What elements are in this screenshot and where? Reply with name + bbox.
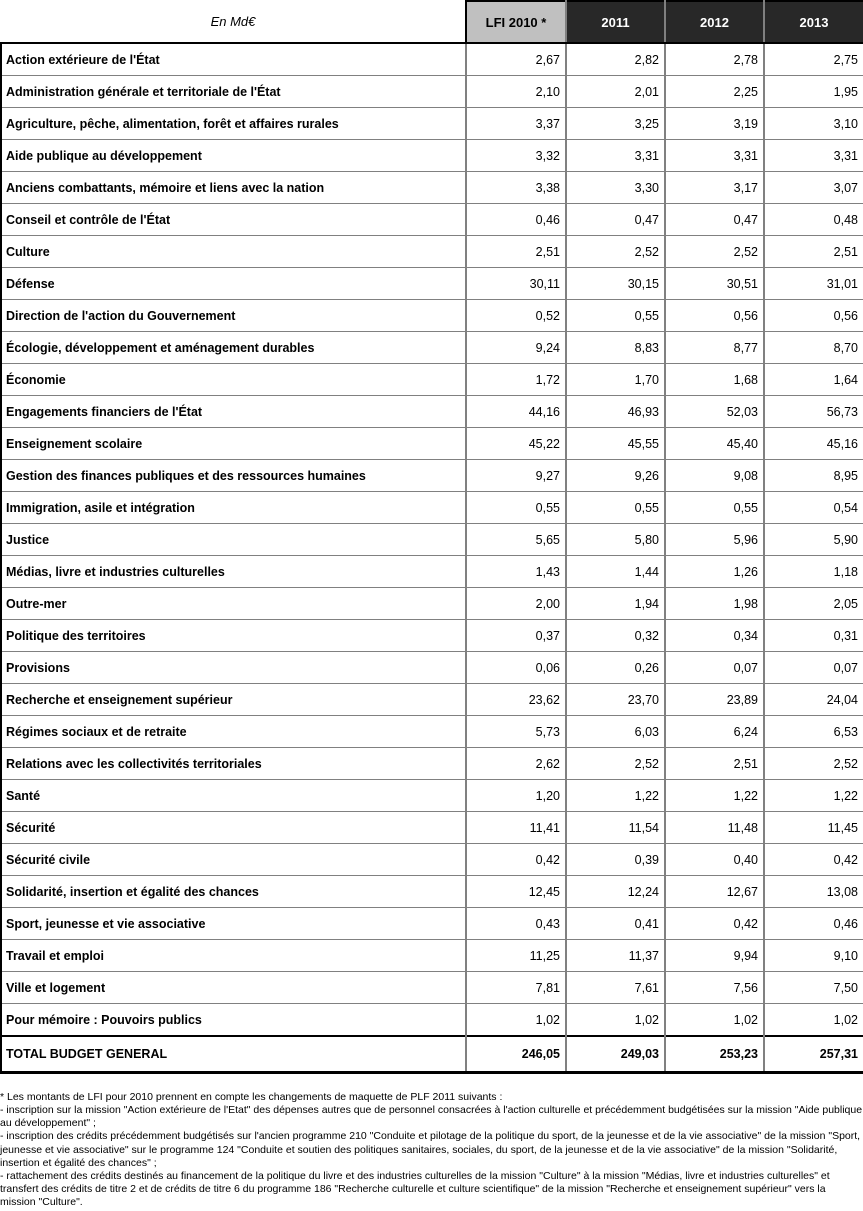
value-cell: 6,24 — [665, 716, 764, 748]
value-cell: 11,45 — [764, 812, 863, 844]
value-cell: 2,01 — [566, 76, 665, 108]
table-row — [1, 108, 863, 140]
value-cell: 0,56 — [764, 300, 863, 332]
value-cell: 2,00 — [466, 588, 566, 620]
value-cell: 3,07 — [764, 172, 863, 204]
table-row — [1, 396, 863, 428]
value-cell: 0,34 — [665, 620, 764, 652]
total-value-2013: 257,31 — [764, 1036, 863, 1073]
mission-label: Sport, jeunesse et vie associative — [1, 908, 466, 940]
value-cell: 11,25 — [466, 940, 566, 972]
value-cell: 3,32 — [466, 140, 566, 172]
table-row — [1, 876, 863, 908]
value-cell: 12,24 — [566, 876, 665, 908]
value-cell: 1,18 — [764, 556, 863, 588]
table-row — [1, 812, 863, 844]
value-cell: 0,07 — [665, 652, 764, 684]
value-cell: 2,67 — [466, 43, 566, 76]
mission-label: Justice — [1, 524, 466, 556]
value-cell: 2,82 — [566, 43, 665, 76]
value-cell: 56,73 — [764, 396, 863, 428]
table-row — [1, 844, 863, 876]
table-row — [1, 204, 863, 236]
footnotes — [0, 1091, 863, 1209]
value-cell: 1,95 — [764, 76, 863, 108]
table-row — [1, 780, 863, 812]
value-cell: 45,55 — [566, 428, 665, 460]
mission-label: Administration générale et territoriale de l'État — [1, 76, 466, 108]
value-cell: 7,61 — [566, 972, 665, 1004]
value-cell: 45,16 — [764, 428, 863, 460]
total-label: TOTAL BUDGET GENERAL — [1, 1036, 466, 1073]
value-cell: 8,83 — [566, 332, 665, 364]
value-cell: 0,40 — [665, 844, 764, 876]
value-cell: 9,27 — [466, 460, 566, 492]
value-cell: 30,15 — [566, 268, 665, 300]
value-cell: 7,81 — [466, 972, 566, 1004]
value-cell: 2,51 — [466, 236, 566, 268]
value-cell: 6,53 — [764, 716, 863, 748]
value-cell: 5,96 — [665, 524, 764, 556]
value-cell: 1,43 — [466, 556, 566, 588]
value-cell: 1,02 — [764, 1004, 863, 1037]
value-cell: 5,65 — [466, 524, 566, 556]
value-cell: 3,25 — [566, 108, 665, 140]
col-header-2013: 2013 — [764, 1, 863, 43]
value-cell: 0,42 — [665, 908, 764, 940]
value-cell: 0,37 — [466, 620, 566, 652]
table-row — [1, 492, 863, 524]
value-cell: 52,03 — [665, 396, 764, 428]
value-cell: 2,52 — [566, 748, 665, 780]
value-cell: 7,56 — [665, 972, 764, 1004]
value-cell: 12,45 — [466, 876, 566, 908]
value-cell: 0,56 — [665, 300, 764, 332]
value-cell: 2,52 — [566, 236, 665, 268]
value-cell: 0,47 — [665, 204, 764, 236]
table-row — [1, 684, 863, 716]
col-header-2012: 2012 — [665, 1, 764, 43]
table-row — [1, 364, 863, 396]
table-row — [1, 172, 863, 204]
mission-label: Culture — [1, 236, 466, 268]
mission-label: Sécurité civile — [1, 844, 466, 876]
table-row — [1, 140, 863, 172]
mission-label: Enseignement scolaire — [1, 428, 466, 460]
value-cell: 0,07 — [764, 652, 863, 684]
mission-label: Solidarité, insertion et égalité des chances — [1, 876, 466, 908]
value-cell: 30,11 — [466, 268, 566, 300]
value-cell: 1,22 — [566, 780, 665, 812]
table-row — [1, 620, 863, 652]
value-cell: 2,52 — [764, 748, 863, 780]
mission-label: Conseil et contrôle de l'État — [1, 204, 466, 236]
col-header-lfi-2010: LFI 2010 * — [466, 1, 566, 43]
value-cell: 9,26 — [566, 460, 665, 492]
value-cell: 0,43 — [466, 908, 566, 940]
total-row — [1, 1036, 863, 1073]
mission-label: Outre-mer — [1, 588, 466, 620]
value-cell: 0,55 — [566, 492, 665, 524]
value-cell: 13,08 — [764, 876, 863, 908]
value-cell: 1,64 — [764, 364, 863, 396]
value-cell: 0,26 — [566, 652, 665, 684]
value-cell: 0,48 — [764, 204, 863, 236]
table-row — [1, 236, 863, 268]
value-cell: 11,41 — [466, 812, 566, 844]
value-cell: 46,93 — [566, 396, 665, 428]
value-cell: 0,39 — [566, 844, 665, 876]
value-cell: 2,75 — [764, 43, 863, 76]
value-cell: 2,10 — [466, 76, 566, 108]
value-cell: 0,54 — [764, 492, 863, 524]
value-cell: 23,89 — [665, 684, 764, 716]
mission-label: Économie — [1, 364, 466, 396]
mission-label: Santé — [1, 780, 466, 812]
value-cell: 7,50 — [764, 972, 863, 1004]
value-cell: 3,37 — [466, 108, 566, 140]
value-cell: 0,31 — [764, 620, 863, 652]
value-cell: 8,77 — [665, 332, 764, 364]
mission-label: Agriculture, pêche, alimentation, forêt et affaires rurales — [1, 108, 466, 140]
value-cell: 1,26 — [665, 556, 764, 588]
table-row — [1, 268, 863, 300]
value-cell: 45,22 — [466, 428, 566, 460]
value-cell: 9,10 — [764, 940, 863, 972]
value-cell: 0,42 — [466, 844, 566, 876]
value-cell: 8,70 — [764, 332, 863, 364]
value-cell: 11,54 — [566, 812, 665, 844]
mission-label: Action extérieure de l'État — [1, 43, 466, 76]
col-header-2011: 2011 — [566, 1, 665, 43]
table-row — [1, 332, 863, 364]
mission-label: Relations avec les collectivités territoriales — [1, 748, 466, 780]
mission-label: Anciens combattants, mémoire et liens avec la nation — [1, 172, 466, 204]
footnote-intro: * Les montants de LFI pour 2010 prennent en compte les changements de maquette de PLF 2011 suivants : — [0, 1091, 503, 1103]
value-cell: 6,03 — [566, 716, 665, 748]
value-cell: 5,80 — [566, 524, 665, 556]
table-row — [1, 716, 863, 748]
value-cell: 1,68 — [665, 364, 764, 396]
value-cell: 2,52 — [665, 236, 764, 268]
value-cell: 45,40 — [665, 428, 764, 460]
value-cell: 44,16 — [466, 396, 566, 428]
mission-label: Ville et logement — [1, 972, 466, 1004]
value-cell: 0,46 — [764, 908, 863, 940]
value-cell: 23,62 — [466, 684, 566, 716]
value-cell: 1,44 — [566, 556, 665, 588]
value-cell: 5,73 — [466, 716, 566, 748]
value-cell: 2,51 — [665, 748, 764, 780]
unit-label: En Md€ — [1, 1, 466, 43]
value-cell: 1,72 — [466, 364, 566, 396]
table-row — [1, 940, 863, 972]
table-row — [1, 460, 863, 492]
value-cell: 0,55 — [466, 492, 566, 524]
mission-label: Pour mémoire : Pouvoirs publics — [1, 1004, 466, 1037]
table-row — [1, 652, 863, 684]
table-row — [1, 588, 863, 620]
value-cell: 1,02 — [665, 1004, 764, 1037]
value-cell: 1,02 — [466, 1004, 566, 1037]
table-row — [1, 428, 863, 460]
value-cell: 3,19 — [665, 108, 764, 140]
mission-label: Sécurité — [1, 812, 466, 844]
value-cell: 3,10 — [764, 108, 863, 140]
mission-label: Engagements financiers de l'État — [1, 396, 466, 428]
value-cell: 3,31 — [764, 140, 863, 172]
value-cell: 0,32 — [566, 620, 665, 652]
value-cell: 3,38 — [466, 172, 566, 204]
table-row — [1, 908, 863, 940]
value-cell: 0,55 — [566, 300, 665, 332]
mission-label: Direction de l'action du Gouvernement — [1, 300, 466, 332]
header-row — [1, 1, 863, 43]
value-cell: 1,22 — [665, 780, 764, 812]
table-row — [1, 76, 863, 108]
value-cell: 9,24 — [466, 332, 566, 364]
value-cell: 1,20 — [466, 780, 566, 812]
value-cell: 1,22 — [764, 780, 863, 812]
mission-label: Défense — [1, 268, 466, 300]
value-cell: 1,02 — [566, 1004, 665, 1037]
value-cell: 0,41 — [566, 908, 665, 940]
mission-label: Écologie, développement et aménagement durables — [1, 332, 466, 364]
mission-label: Gestion des finances publiques et des ressources humaines — [1, 460, 466, 492]
mission-label: Médias, livre et industries culturelles — [1, 556, 466, 588]
table-row — [1, 972, 863, 1004]
mission-label: Aide publique au développement — [1, 140, 466, 172]
value-cell: 11,37 — [566, 940, 665, 972]
value-cell: 3,31 — [566, 140, 665, 172]
value-cell: 0,47 — [566, 204, 665, 236]
total-value-2012: 253,23 — [665, 1036, 764, 1073]
value-cell: 2,78 — [665, 43, 764, 76]
value-cell: 12,67 — [665, 876, 764, 908]
value-cell: 1,94 — [566, 588, 665, 620]
mission-label: Régimes sociaux et de retraite — [1, 716, 466, 748]
value-cell: 5,90 — [764, 524, 863, 556]
value-cell: 24,04 — [764, 684, 863, 716]
footnote-item-2: - inscription des crédits précédemment budgétisés sur l'ancien programme 210 "Conduite et pilotage de la politique du sport, de la jeunesse et de la vie associative" de la mission "Sport, jeunesse et vie associative" sur le programme 124 "Conduite et soutien des politiques sanitaires, sociales, du sport, de la jeunesse et de la vie associative" de la mission "Solidarité, insertion et égalité des chances" ; — [0, 1130, 861, 1169]
value-cell: 3,31 — [665, 140, 764, 172]
value-cell: 30,51 — [665, 268, 764, 300]
value-cell: 2,05 — [764, 588, 863, 620]
table-row — [1, 300, 863, 332]
value-cell: 1,70 — [566, 364, 665, 396]
value-cell: 1,98 — [665, 588, 764, 620]
mission-label: Travail et emploi — [1, 940, 466, 972]
value-cell: 0,42 — [764, 844, 863, 876]
mission-label: Recherche et enseignement supérieur — [1, 684, 466, 716]
value-cell: 11,48 — [665, 812, 764, 844]
value-cell: 0,06 — [466, 652, 566, 684]
total-value-lfi-2010: 246,05 — [466, 1036, 566, 1073]
value-cell: 2,51 — [764, 236, 863, 268]
value-cell: 3,30 — [566, 172, 665, 204]
mission-label: Provisions — [1, 652, 466, 684]
value-cell: 0,46 — [466, 204, 566, 236]
value-cell: 2,25 — [665, 76, 764, 108]
value-cell: 2,62 — [466, 748, 566, 780]
value-cell: 8,95 — [764, 460, 863, 492]
value-cell: 23,70 — [566, 684, 665, 716]
value-cell: 9,08 — [665, 460, 764, 492]
value-cell: 0,55 — [665, 492, 764, 524]
table-row — [1, 43, 863, 76]
value-cell: 3,17 — [665, 172, 764, 204]
table-row — [1, 524, 863, 556]
value-cell: 31,01 — [764, 268, 863, 300]
total-value-2011: 249,03 — [566, 1036, 665, 1073]
table-row — [1, 556, 863, 588]
value-cell: 9,94 — [665, 940, 764, 972]
table-body — [1, 43, 863, 1036]
mission-label: Politique des territoires — [1, 620, 466, 652]
footnote-item-1: - inscription sur la mission "Action extérieure de l'Etat" des dépenses autres que de personnel consacrées à l'action culturelle et précédemment budgétisées sur la mission "Aide publique au développement" ; — [0, 1104, 863, 1130]
table-row — [1, 1004, 863, 1037]
value-cell: 0,52 — [466, 300, 566, 332]
table-row — [1, 748, 863, 780]
mission-label: Immigration, asile et intégration — [1, 492, 466, 524]
footnote-item-3: - rattachement des crédits destinés au financement de la politique du livre et des industries culturelles de la mission "Culture" à la mission "Médias, livre et industries culturelles" et transfert des crédits de titre 2 et de crédits de titre 6 du programme 186 "Recherche culturelle et culture scientifique" de la mission "Recherche et enseignement supérieur" vers la mission "Culture". — [0, 1169, 830, 1208]
